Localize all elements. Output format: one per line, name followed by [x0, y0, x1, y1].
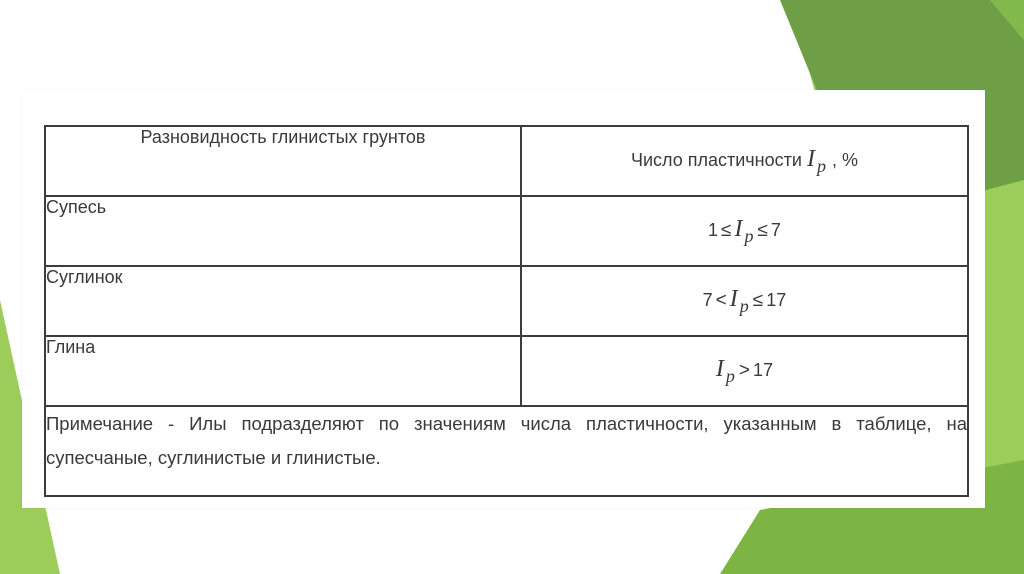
- soil-name-cell: Суглинок: [45, 266, 521, 336]
- plasticity-range-cell: $7 < I_p \le 17$: [521, 266, 968, 336]
- table-row: [45, 196, 968, 266]
- header-unit: , %: [831, 149, 858, 170]
- table-note: Примечание - Илы подразделяют по значениям числа пластичности, указанным в таблице, на супесчаные, суглинистые и глинистые.: [45, 406, 968, 496]
- header-plasticity-index: [521, 126, 968, 196]
- ip-symbol: $I_p$: [715, 355, 736, 386]
- table-header-row: [45, 126, 968, 196]
- soil-name-cell: Глина: [45, 336, 521, 406]
- plasticity-range-cell: $1 \le I_p \le 7$: [521, 196, 968, 266]
- ip-symbol: $I_p$: [734, 215, 755, 246]
- table-note-row: [45, 406, 968, 496]
- soil-name-cell: Супесь: [45, 196, 521, 266]
- header-plasticity-label: Число пластичности: [630, 149, 802, 170]
- ip-symbol: $I_p$: [729, 285, 750, 316]
- table-row: [45, 266, 968, 336]
- header-soil-type: Разновидность глинистых грунтов: [45, 126, 521, 196]
- table-row: [45, 336, 968, 406]
- plasticity-table: [44, 125, 969, 497]
- plasticity-range-cell: $I_p > 17$: [521, 336, 968, 406]
- ip-symbol: $I_p$: [806, 145, 827, 176]
